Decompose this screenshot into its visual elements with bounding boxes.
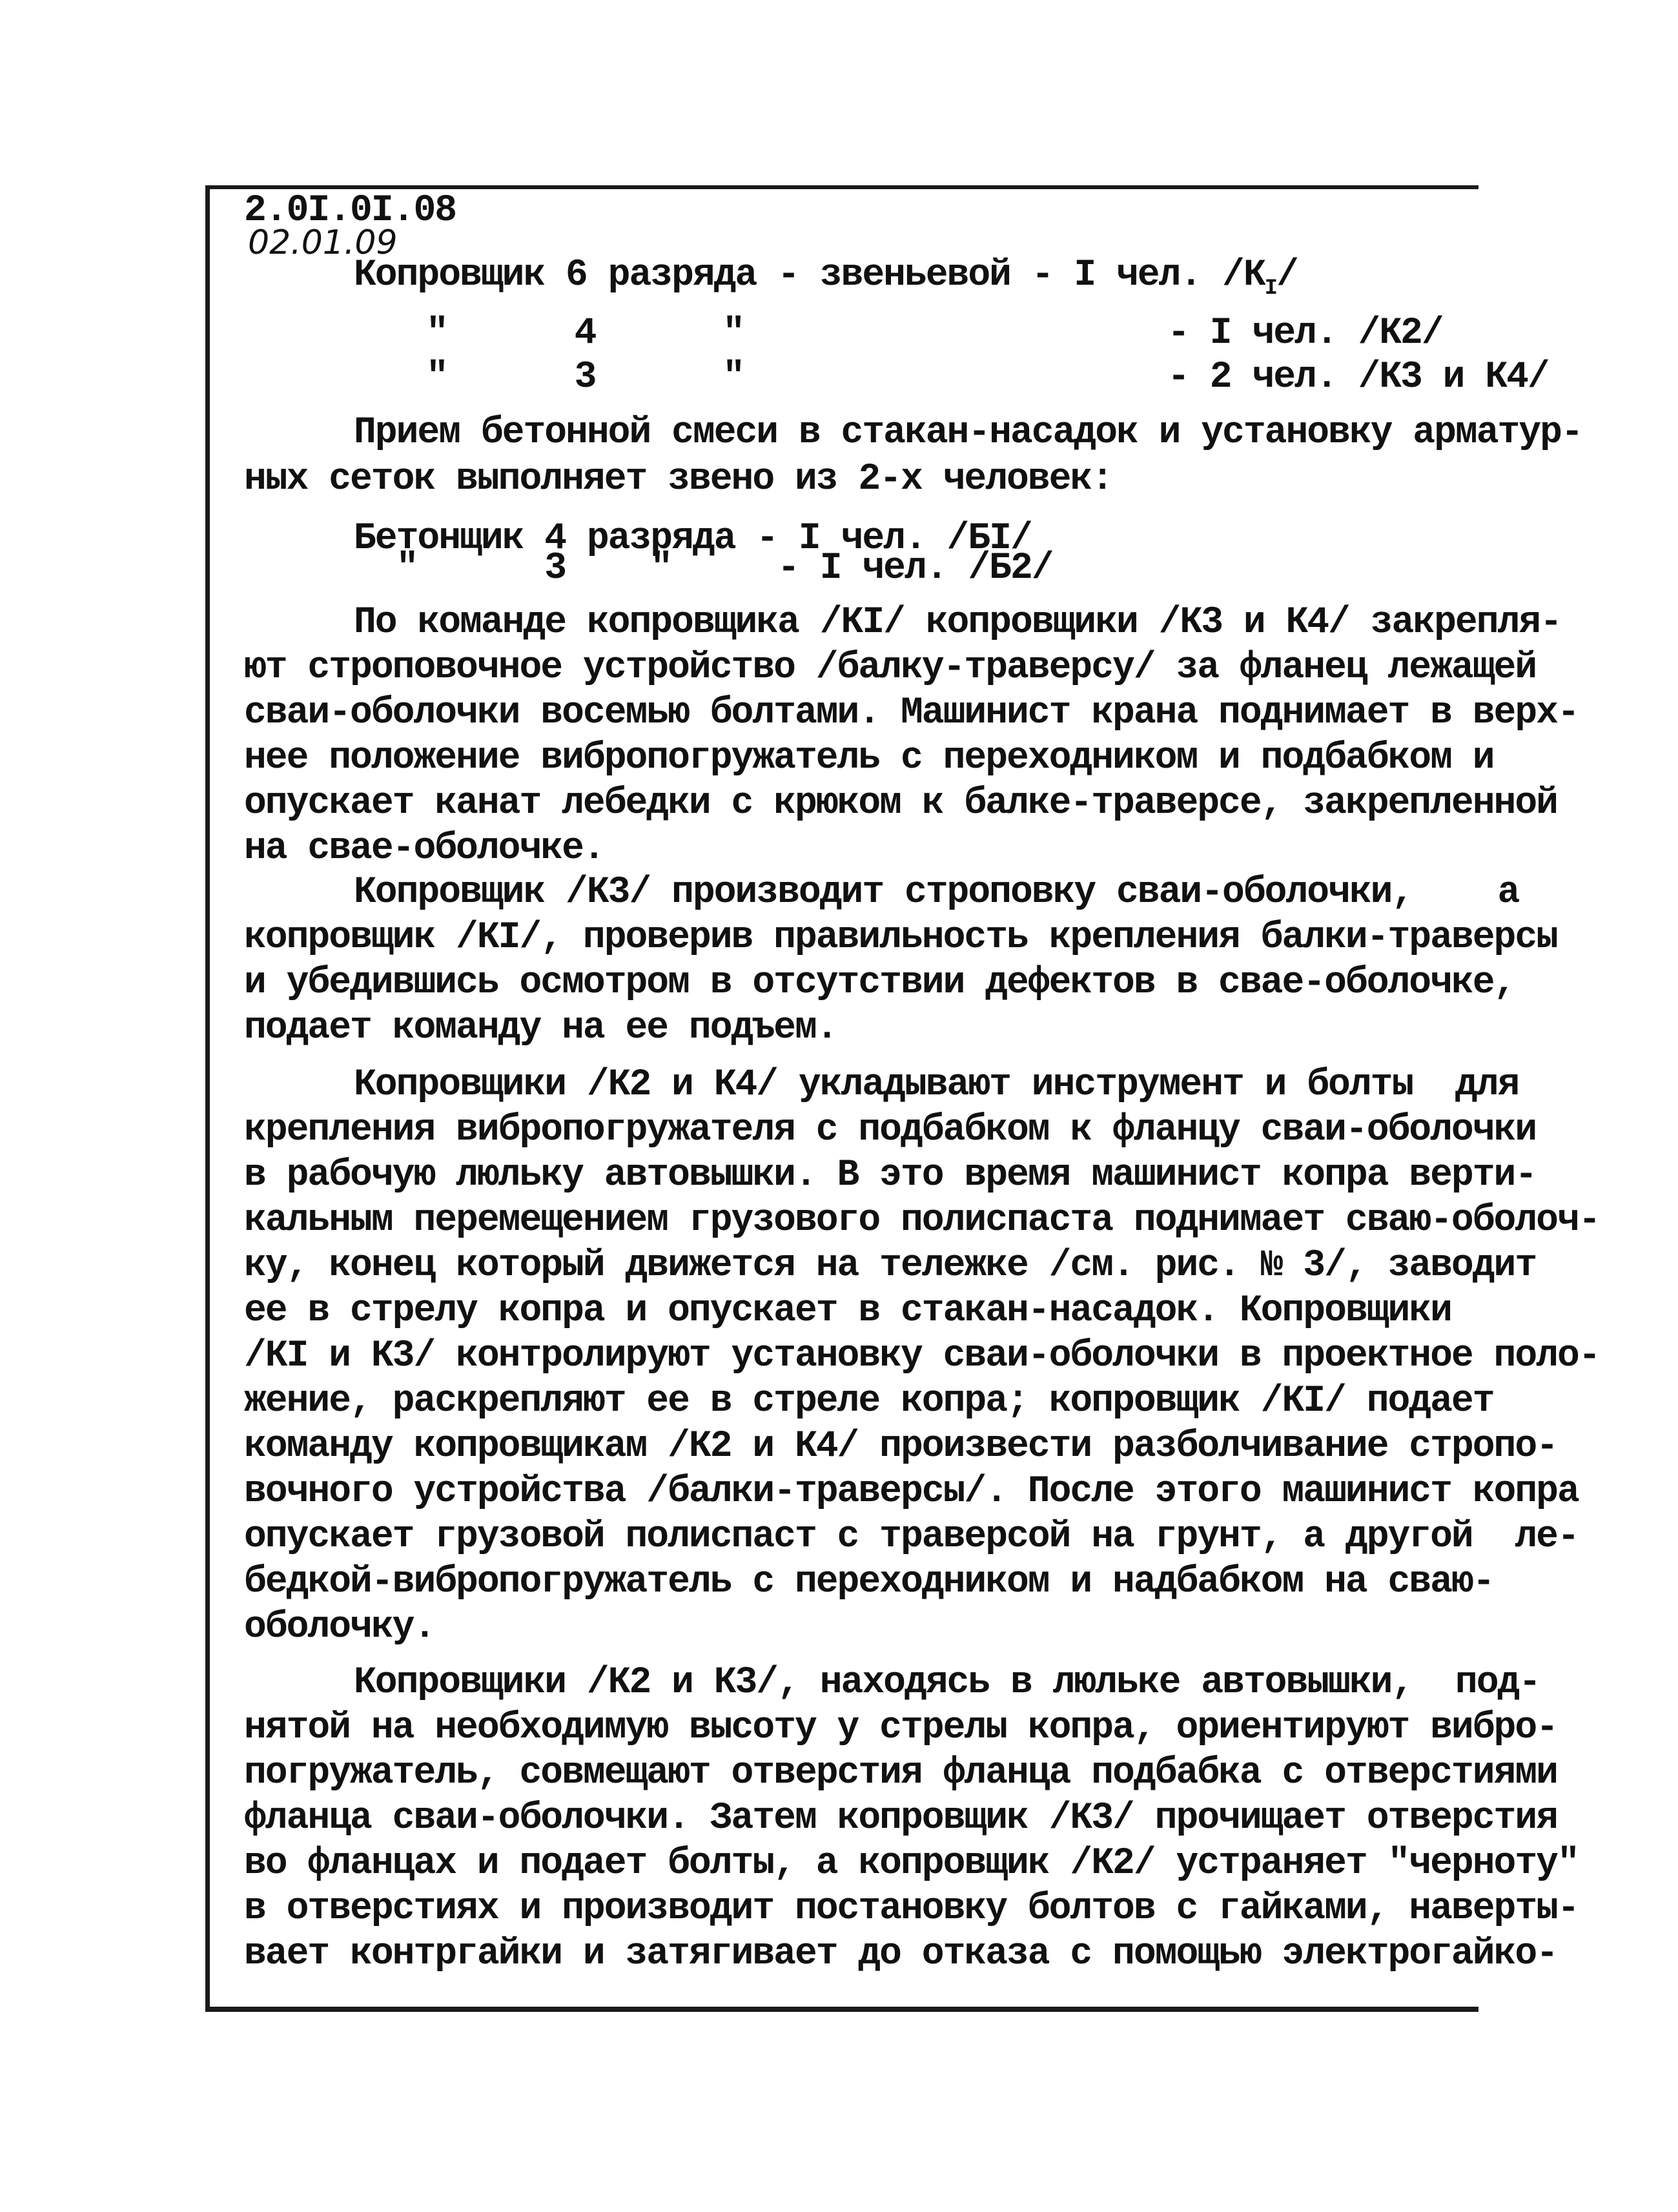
paragraph-4-line-6: ее в стрелу копра и опускает в стакан-насадок. Копровщики [244, 1290, 1451, 1332]
paragraph-4-line-9: команду копровщикам /К2 и К4/ произвести разболчивание стропо- [244, 1426, 1557, 1468]
crew-subscript: I [1264, 276, 1277, 301]
frame-top-rule [205, 185, 1478, 189]
paragraph-2-line-1: По команде копровщика /КI/ копровщики /К3 и К4/ закрепля- [354, 602, 1561, 644]
frame-left-rule [205, 186, 210, 2012]
concrete-line-2: " 3 " - I чел. /Б2/ [354, 548, 1053, 589]
paragraph-3-line-1: Копровщик /К3/ производит строповку сваи-оболочки, а [354, 872, 1519, 914]
paragraph-2-line-2: ют строповочное устройство /балку-траверсу/ за фланец лежащей [244, 647, 1537, 689]
paragraph-4-line-12: бедкой-вибропогружатель с переходником и надбабком на сваю- [244, 1561, 1494, 1603]
paragraph-5-line-1: Копровщики /К2 и К3/, находясь в люльке автовышки, под- [354, 1662, 1540, 1704]
frame-bottom-rule [205, 2007, 1478, 2012]
paragraph-2-line-6: на свае-оболочке. [244, 828, 604, 870]
crew-line-2: " 4 " - I чел. /К2/ [426, 312, 1443, 354]
paragraph-4-line-11: опускает грузовой полиспаст с траверсой на грунт, а другой ле- [244, 1516, 1579, 1558]
paragraph-4-line-3: в рабочую люльку автовышки. В это время машинист копра верти- [244, 1154, 1537, 1196]
paragraph-4-line-1: Копровщики /К2 и К4/ укладывают инструмент и болты для [354, 1064, 1519, 1106]
paragraph-3-line-4: подает команду на ее подъем. [244, 1007, 837, 1049]
paragraph-4-line-10: вочного устройства /балки-траверсы/. После этого машинист копра [244, 1471, 1579, 1513]
handwritten-code: 02.01.09 [248, 223, 398, 262]
paragraph-4-line-13: оболочку. [244, 1606, 435, 1648]
paragraph-4-line-8: жение, раскрепляют ее в стреле копра; копровщик /КI/ подает [244, 1380, 1494, 1422]
crew-line-1: Копровщик 6 разряда - звеньевой - I чел. $/К_I/$ [354, 254, 1298, 301]
paragraph-3-line-3: и убедившись осмотром в отсутствии дефектов в свае-оболочке, [244, 962, 1515, 1004]
paragraph-1-line-2: ных сеток выполняет звено из 2-х человек: [244, 458, 1113, 500]
paragraph-5-line-3: погружатель, совмещают отверстия фланца подбабка с отверстиями [244, 1752, 1557, 1794]
paragraph-1-line-1: Прием бетонной смеси в стакан-насадок и установку арматур- [354, 412, 1582, 454]
paragraph-5-line-6: в отверстиях и производит постановку болтов с гайками, наверты- [244, 1888, 1579, 1930]
paragraph-5-line-4: фланца сваи-оболочки. Затем копровщик /К3/ прочищает отверстия [244, 1797, 1557, 1839]
concrete-line-1: Бетонщик 4 разряда - I чел. /БI/ [354, 518, 1032, 560]
paragraph-2-line-3: сваи-оболочки восемью болтами. Машинист крана поднимает в верх- [244, 692, 1579, 734]
paragraph-3-line-2: копровщик /КI/, проверив правильность крепления балки-траверсы [244, 917, 1557, 959]
paragraph-4-line-2: крепления вибропогружателя с подбабком к фланцу сваи-оболочки [244, 1109, 1537, 1151]
paragraph-2-line-5: опускает канат лебедки с крюком к балке-траверсе, закрепленной [244, 783, 1557, 824]
paragraph-2-line-4: нее положение вибропогружатель с переходником и подбабком и [244, 737, 1494, 779]
paragraph-5-line-7: вает контргайки и затягивает до отказа с помощью электрогайко- [244, 1933, 1557, 1975]
paragraph-4-line-7: /КI и К3/ контролируют установку сваи-оболочки в проектное поло- [244, 1335, 1600, 1377]
paragraph-5-line-5: во фланцах и подает болты, а копровщик /К2/ устраняет "черноту" [244, 1843, 1579, 1885]
paragraph-4-line-4: кальным перемещением грузового полиспаста поднимает сваю-оболоч- [244, 1200, 1600, 1242]
paragraph-4-line-5: ку, конец который движется на тележке /см. рис. № 3/, заводит [244, 1245, 1537, 1287]
crew-line-3: " 3 " - 2 чел. /К3 и К4/ [426, 356, 1549, 398]
document-code: 2.0I.0I.08 [244, 190, 456, 232]
paragraph-5-line-2: нятой на необходимую высоту у стрелы копра, ориентируют вибро- [244, 1707, 1557, 1749]
